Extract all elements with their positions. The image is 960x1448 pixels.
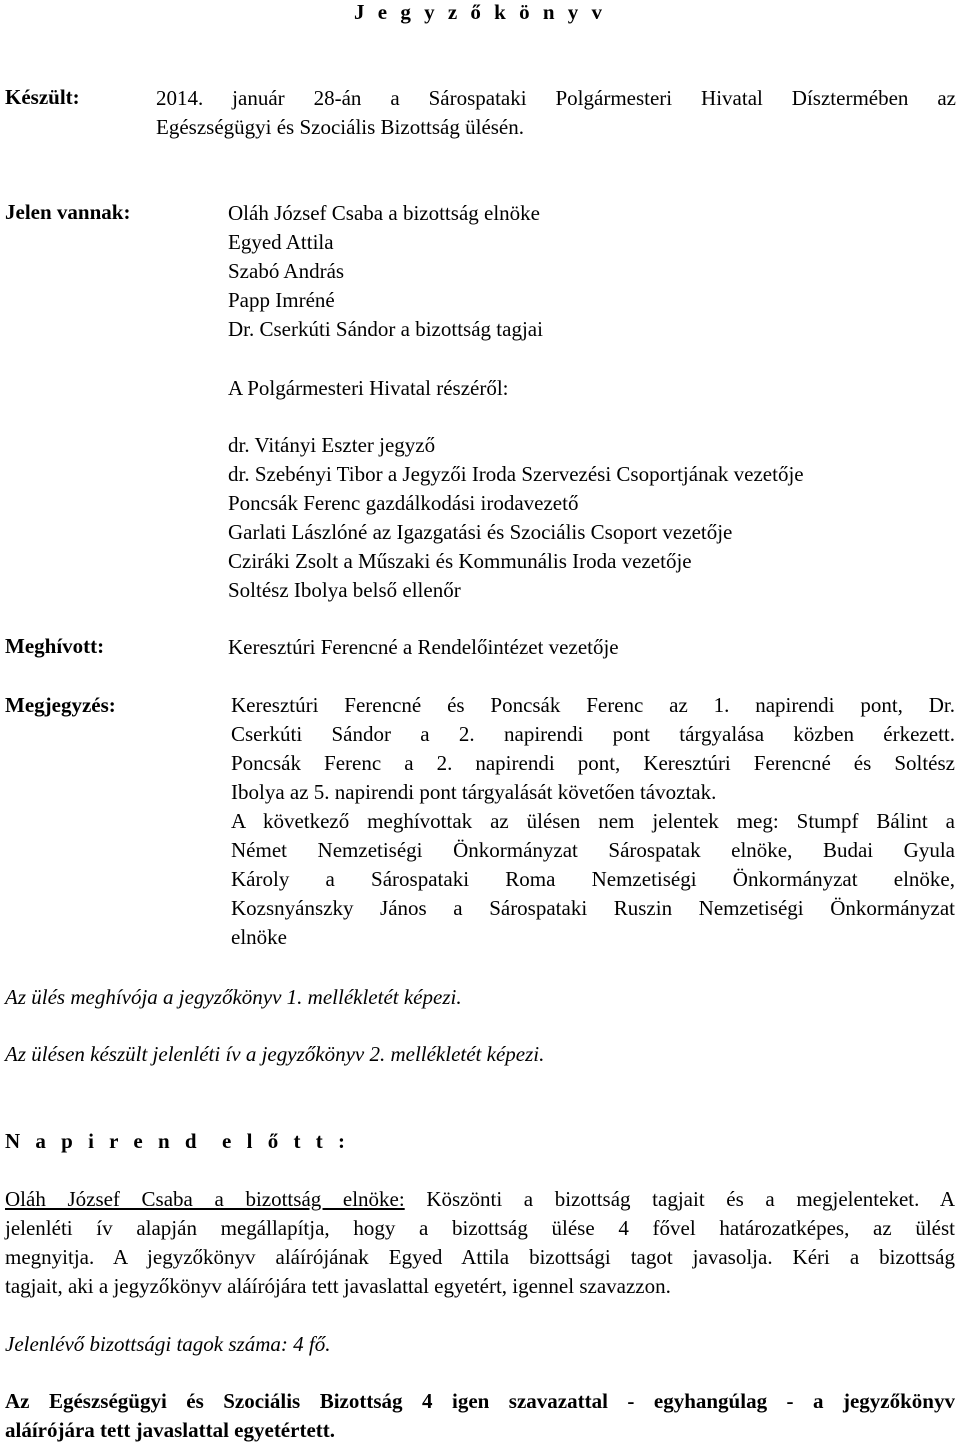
office-item: Garlati Lászlóné az Igazgatási és Szociális Csoport vezetője (228, 520, 733, 544)
speaker-name: Oláh József Csaba a bizottság elnöke: (5, 1187, 405, 1211)
speech-line: megnyitja. A jegyzőkönyv aláírójának Egyed Attila bizottsági tagot javasolja. Kéri a bizottság (5, 1245, 955, 1269)
office-list (228, 431, 956, 605)
megjegyzes-line: Ibolya az 5. napirendi pont tárgyalását követően távoztak. (231, 780, 717, 804)
member-item: Dr. Cserkúti Sándor a bizottság tagjai (228, 317, 543, 341)
megjegyzes-line: Cserkúti Sándor a 2. napirendi pont tárgyalása közben érkezett. (231, 722, 955, 746)
present-count: Jelenlévő bizottsági tagok száma: 4 fő. (5, 1332, 331, 1356)
office-item: Poncsák Ferenc gazdálkodási irodavezető (228, 491, 579, 515)
keszult-text (156, 84, 956, 142)
keszult-label: Készült: (5, 85, 80, 109)
office-item: Cziráki Zsolt a Műszaki és Kommunális Iroda vezetője (228, 549, 692, 573)
megjegyzes-line: elnöke (231, 925, 287, 949)
agenda-heading: N a p i r e n d e l ő t t : (5, 1129, 350, 1153)
office-item: dr. Szebényi Tibor a Jegyzői Iroda Szervezési Csoportjának vezetője (228, 462, 804, 486)
office-heading: A Polgármesteri Hivatal részéről: (228, 376, 509, 400)
speech-line: jelenléti ív alapján megállapítja, hogy a bizottság ülése 4 fővel határozatképes, az ülést (5, 1216, 955, 1240)
megjegyzes-line: Poncsák Ferenc a 2. napirendi pont, Keresztúri Ferencné és Soltész (231, 751, 955, 775)
resolution-line: Az Egészségügyi és Szociális Bizottság 4 igen szavazattal - egyhangúlag - a jegyzőkönyv (5, 1389, 955, 1413)
megjegyzes-text (231, 691, 955, 952)
speech-line: tagjait, aki a jegyzőkönyv aláírójára tett javaslattal egyetért, igennel szavazzon. (5, 1274, 671, 1298)
office-item: dr. Vitányi Eszter jegyző (228, 433, 436, 457)
member-item: Egyed Attila (228, 230, 334, 254)
annex-1: Az ülés meghívója a jegyzőkönyv 1. mellékletét képezi. (5, 985, 462, 1009)
meghivott-label: Meghívott: (5, 634, 105, 658)
meghivott-text: Keresztúri Ferencné a Rendelőintézet vezetője (228, 635, 619, 659)
megjegyzes-label: Megjegyzés: (5, 693, 116, 717)
megjegyzes-line: Kozsnyánszky János a Sárospataki Ruszin Nemzetiségi Önkormányzat (231, 896, 955, 920)
member-item: Szabó András (228, 259, 345, 283)
office-item: Soltész Ibolya belső ellenőr (228, 578, 461, 602)
annex-2: Az ülésen készült jelenléti ív a jegyzőkönyv 2. mellékletét képezi. (5, 1042, 545, 1066)
speech-block (5, 1185, 955, 1301)
megjegyzes-line: A következő meghívottak az ülésen nem jelentek meg: Stumpf Bálint a (231, 809, 955, 833)
megjegyzes-line: Keresztúri Ferencné és Poncsák Ferenc az 1. napirendi pont, Dr. (231, 693, 955, 717)
keszult-line: Egészségügyi és Szociális Bizottság ülésén. (156, 115, 525, 139)
document-title: J e g y z ő k ö n y v (354, 0, 606, 24)
member-item: Papp Imréné (228, 288, 335, 312)
megjegyzes-line: Károly a Sárospataki Roma Nemzetiségi Önkormányzat elnöke, (231, 867, 955, 891)
members-list (228, 199, 956, 344)
jelen-label: Jelen vannak: (5, 200, 131, 224)
resolution-line: aláírójára tett javaslattal egyetértett. (5, 1418, 336, 1442)
resolution (5, 1387, 955, 1445)
member-item: Oláh József Csaba a bizottság elnöke (228, 201, 540, 225)
speech-text: Köszönti a bizottság tagjait és a megjelenteket. A (404, 1187, 955, 1211)
megjegyzes-line: Német Nemzetiségi Önkormányzat Sárospatak elnöke, Budai Gyula (231, 838, 955, 862)
speech-first-line (5, 1185, 955, 1214)
keszult-line: 2014. január 28-án a Sárospataki Polgármesteri Hivatal Dísztermében az (156, 86, 956, 110)
